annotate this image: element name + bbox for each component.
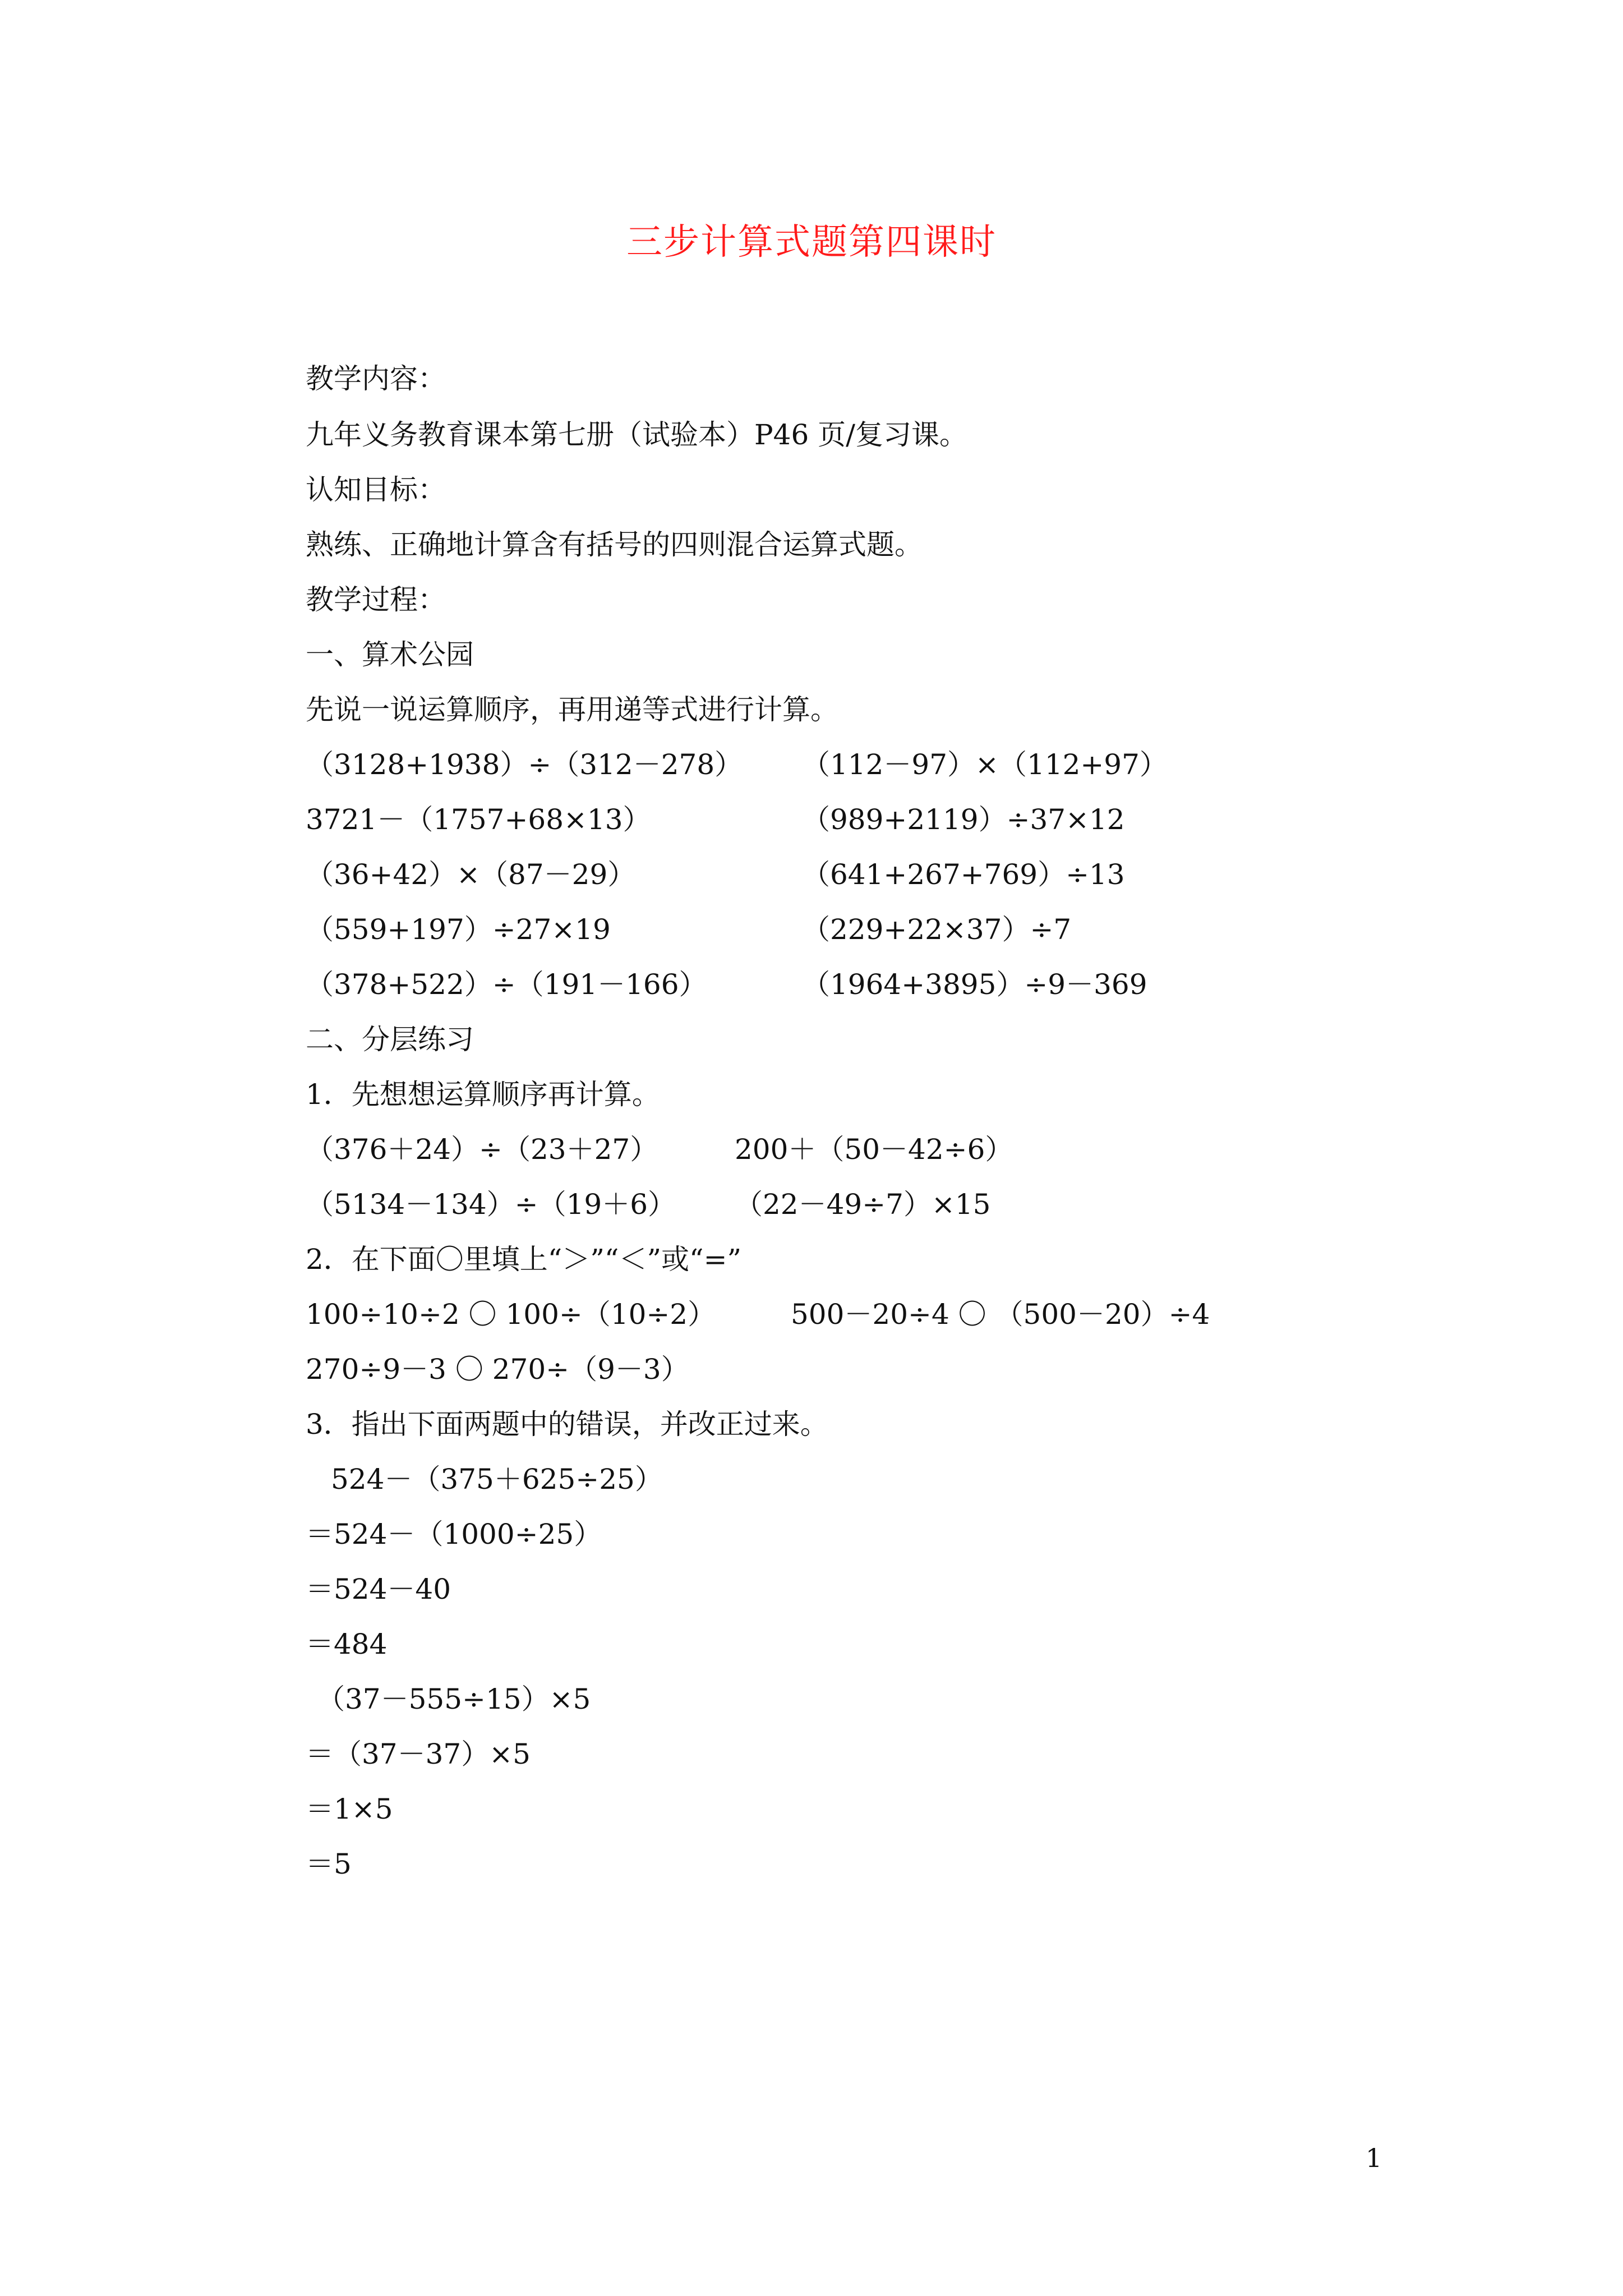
exercise-item: 200＋（50－42÷6） bbox=[735, 1133, 1013, 1166]
error-line: ＝484 bbox=[306, 1628, 388, 1660]
content-text: 九年义务教育课本第七册（试验本）P46 页/复习课。 bbox=[306, 418, 968, 451]
error-line: ＝（37－37）×5 bbox=[306, 1738, 531, 1770]
error-line: ＝524－（1000÷25） bbox=[306, 1518, 602, 1550]
exercise-item: （559+197）÷27×19 bbox=[306, 913, 611, 946]
section-label-goal: 认知目标： bbox=[306, 473, 446, 506]
exercise-item: （112－97）×（112+97） bbox=[802, 748, 1168, 781]
exercise-item: （22－49÷7）×15 bbox=[735, 1188, 991, 1221]
exercise-item: （229+22×37）÷7 bbox=[802, 913, 1072, 946]
compare-item: 270÷9－3 〇 270÷（9－3） bbox=[306, 1353, 689, 1386]
section-label-process: 教学过程： bbox=[306, 583, 446, 616]
exercise-item: （378+522）÷（191－166） bbox=[306, 968, 707, 1001]
error-line: （37－555÷15）×5 bbox=[317, 1683, 591, 1715]
page-number: 1 bbox=[1366, 2143, 1382, 2173]
exercise-item: （1964+3895）÷9－369 bbox=[802, 968, 1147, 1001]
exercise-item: 3721－（1757+68×13） bbox=[306, 803, 651, 836]
page-title: 三步计算式题第四课时 bbox=[626, 222, 997, 263]
section-heading-1: 一、算术公园 bbox=[306, 638, 474, 671]
exercise-item: （36+42）×（87－29） bbox=[306, 858, 636, 891]
question-3: 3．指出下面两题中的错误，并改正过来。 bbox=[306, 1408, 828, 1441]
exercise-item: （376＋24）÷（23＋27） bbox=[306, 1133, 658, 1166]
compare-item: 100÷10÷2 〇 100÷（10÷2） bbox=[306, 1298, 716, 1331]
exercise-item: （989+2119）÷37×12 bbox=[802, 803, 1125, 836]
error-line: ＝524－40 bbox=[306, 1573, 451, 1605]
section-heading-2: 二、分层练习 bbox=[306, 1023, 474, 1056]
exercise-item: （641+267+769）÷13 bbox=[802, 858, 1125, 891]
compare-item: 500－20÷4 〇 （500－20）÷4 bbox=[791, 1298, 1210, 1331]
error-line: 524－（375＋625÷25） bbox=[331, 1463, 663, 1496]
goal-text: 熟练、正确地计算含有括号的四则混合运算式题。 bbox=[306, 528, 923, 561]
question-2: 2．在下面〇里填上“＞”“＜”或“=” bbox=[306, 1243, 742, 1276]
exercise-item: （3128+1938）÷（312－278） bbox=[306, 748, 743, 781]
question-1: 1．先想想运算顺序再计算。 bbox=[306, 1078, 660, 1111]
instruction-text: 先说一说运算顺序，再用递等式进行计算。 bbox=[306, 693, 838, 726]
section-label-content: 教学内容： bbox=[306, 362, 446, 395]
exercise-item: （5134－134）÷（19＋6） bbox=[306, 1188, 676, 1221]
error-line: ＝1×5 bbox=[306, 1793, 393, 1825]
error-line: ＝5 bbox=[306, 1848, 352, 1880]
